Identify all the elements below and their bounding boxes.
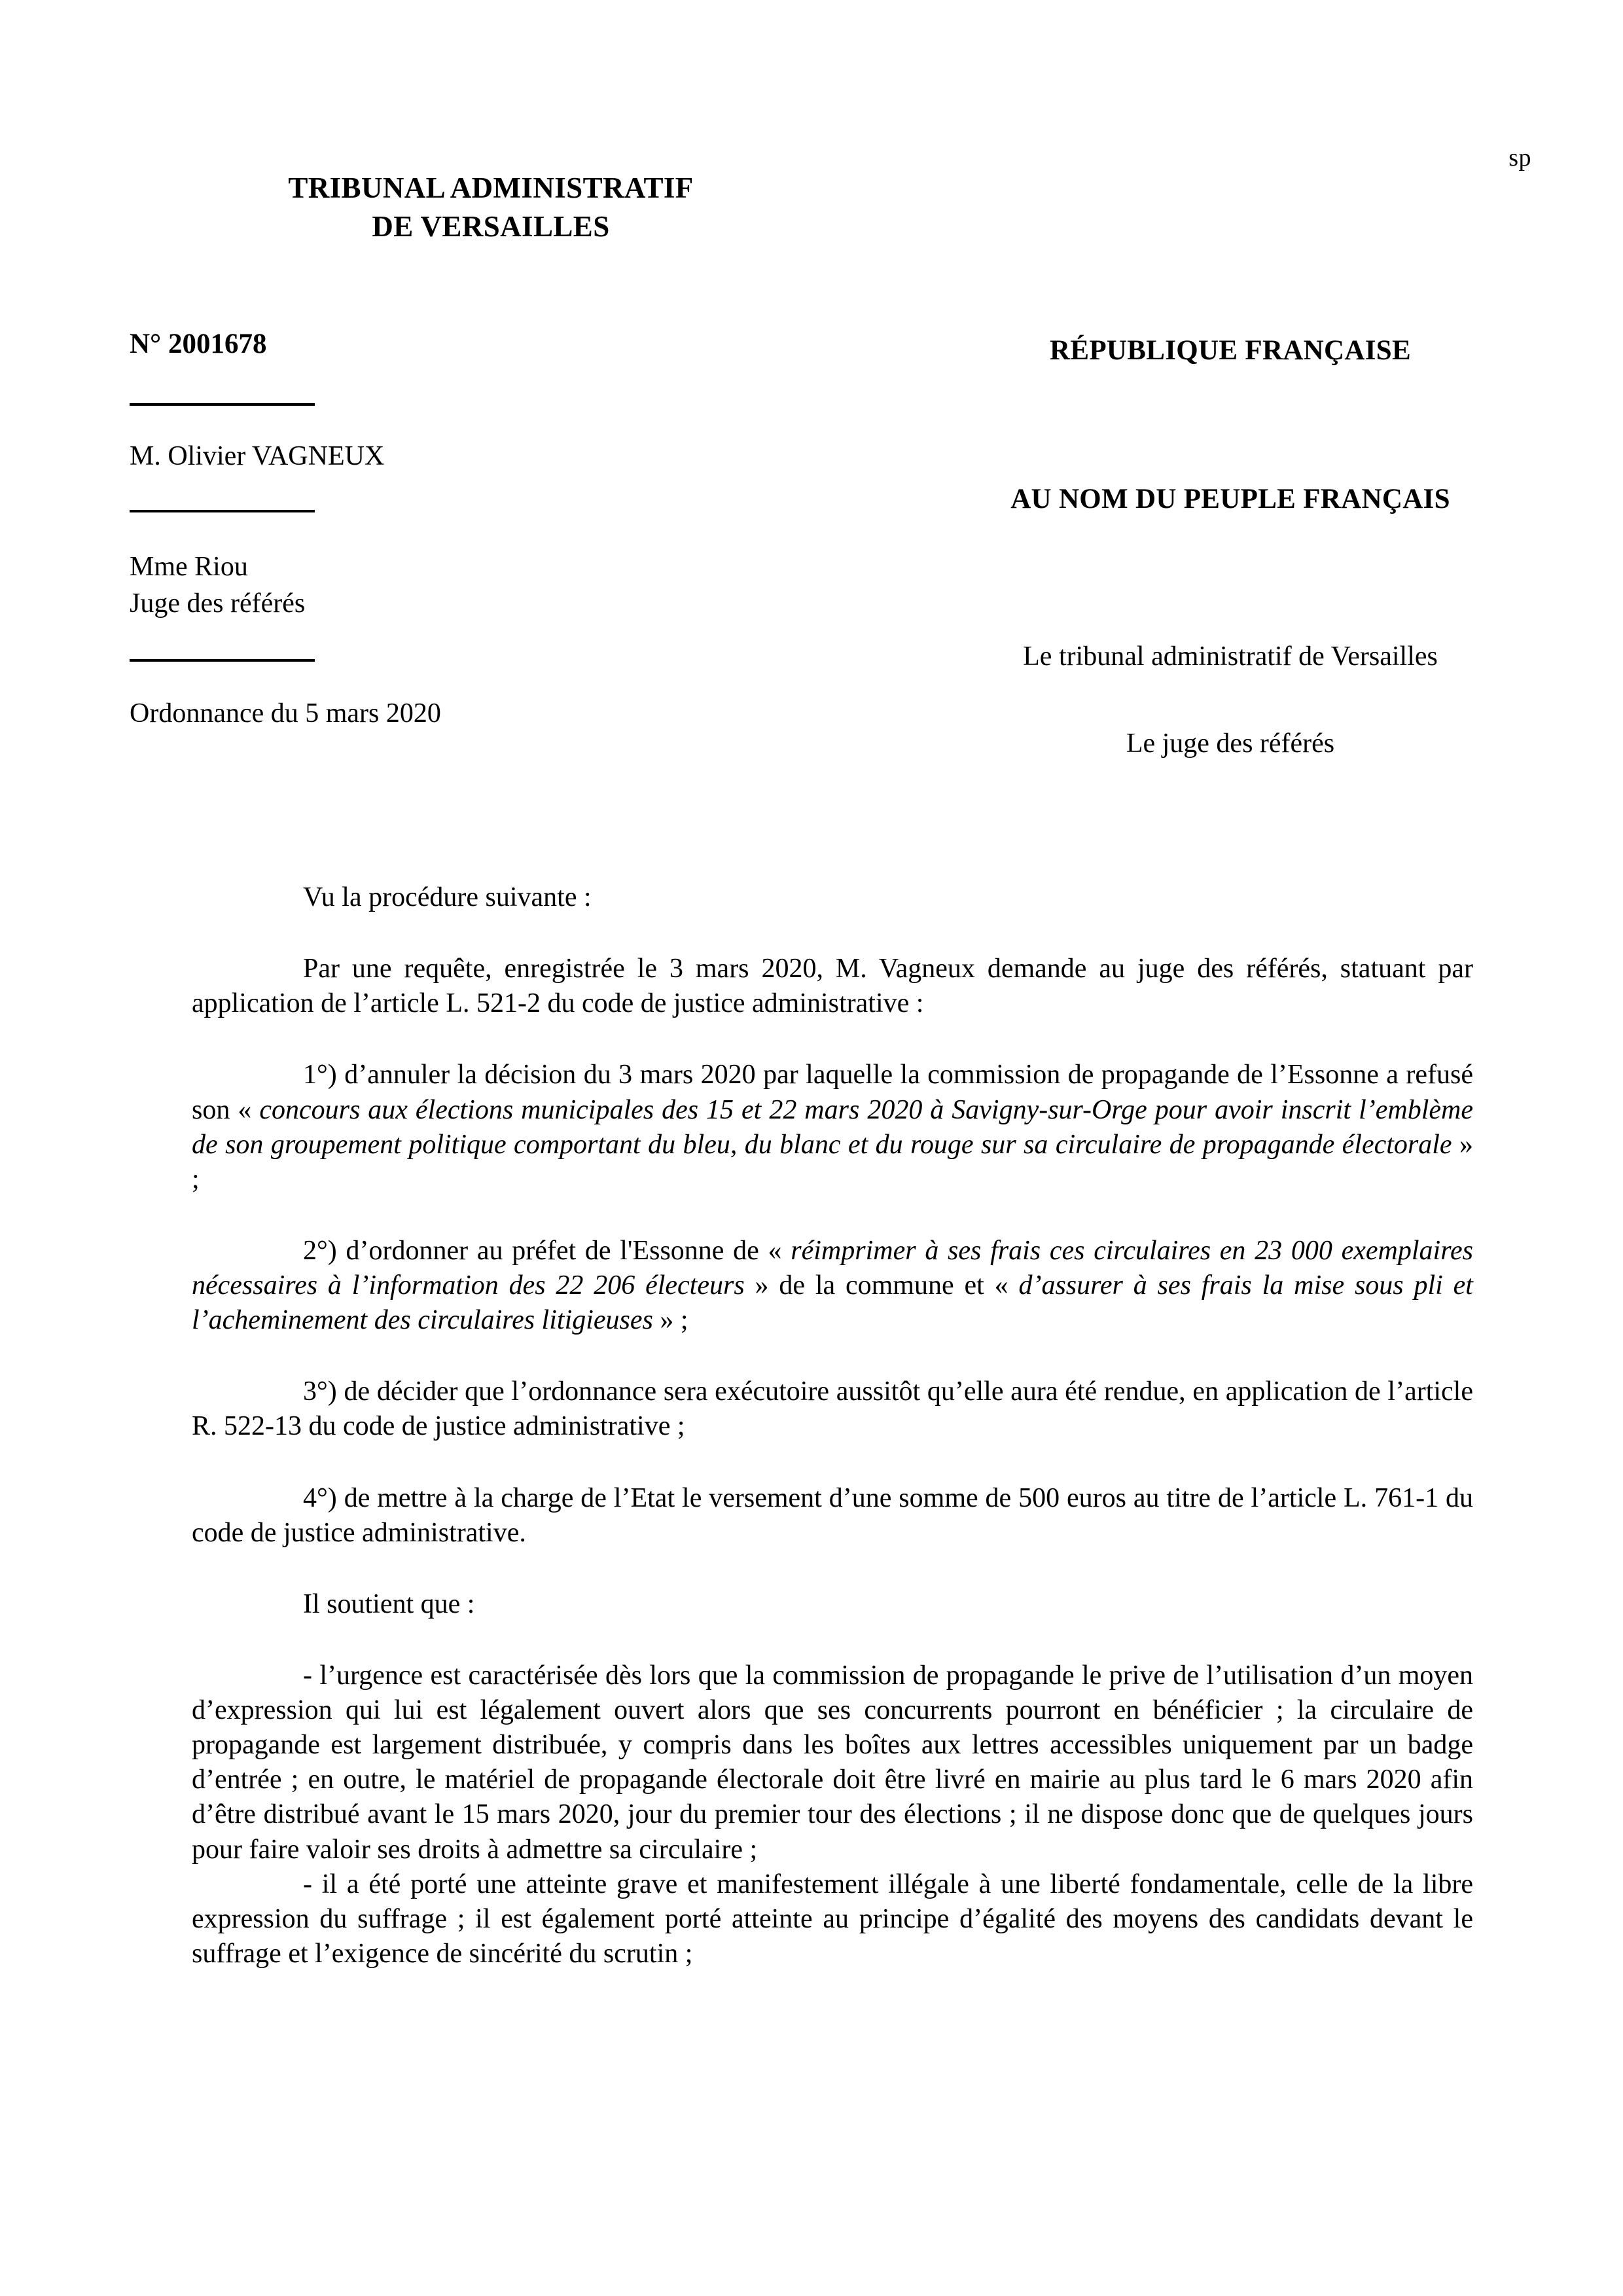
masthead-line-1: TRIBUNAL ADMINISTRATIF	[288, 171, 694, 204]
judge-title-line: Le juge des référés	[1126, 728, 1335, 759]
divider-rule-2	[130, 510, 315, 512]
case-number: N° 2001678	[130, 329, 267, 359]
people-heading: AU NOM DU PEUPLE FRANÇAIS	[1010, 483, 1450, 514]
intro-paragraph: Par une requête, enregistrée le 3 mars 2020, M. Vagneux demande au juge des référés, statuant par application de l’article L. 521-2 du code de justice administrative :	[192, 954, 1473, 1019]
identity-block	[0, 327, 1623, 759]
identity-left-column	[130, 327, 849, 730]
claim-item-3: 3°) de décider que l’ordonnance sera exécutoire aussitôt qu’elle aura été rendue, en application de l’article R. 522-13 du code de justice administrative ;	[192, 1376, 1473, 1442]
court-name-line: Le tribunal administratif de Versailles	[1023, 641, 1438, 672]
identity-right-column	[877, 327, 1584, 760]
claims-heading: Il soutient que :	[303, 1588, 475, 1619]
claim-2-plain-after: » ;	[652, 1305, 688, 1336]
procedure-heading: Vu la procédure suivante :	[303, 882, 592, 912]
divider-rule-3	[130, 659, 315, 662]
claim-2-quote-a: réimprimer à ses frais ces circulaires en 23 000 exemplaires nécessaires à l’information des 22 206 électeurs	[192, 1235, 1473, 1300]
claim-2-plain-middle: » de la commune et «	[744, 1270, 1019, 1300]
judge-block	[130, 549, 849, 622]
court-masthead	[196, 169, 785, 247]
order-date: Ordonnance du 5 mars 2020	[130, 698, 441, 728]
party-name: M. Olivier VAGNEUX	[130, 440, 385, 471]
claim-1-quote: concours aux élections municipales des 15 et 22 mars 2020 à Savigny-sur-Orge pour avoir inscrit l’emblème de son groupement politique comportant du bleu, du blanc et du rouge sur sa circulaire de propagande électorale	[192, 1094, 1473, 1160]
republic-heading: RÉPUBLIQUE FRANÇAISE	[1050, 335, 1411, 366]
body-text	[192, 880, 1473, 1971]
claim-2-quote-b: d’assurer à ses frais la mise sous pli et l’acheminement des circulaires litigieuses	[192, 1270, 1473, 1336]
divider-rule-1	[130, 403, 315, 406]
masthead-line-2: DE VERSAILLES	[372, 210, 610, 243]
claim-item-1	[192, 1058, 1473, 1197]
argument-item-2: - il a été porté une atteinte grave et manifestement illégale à une liberté fondamentale, celle de la libre expression du suffrage ; il est également porté atteinte au principe d’égalité des moyens des candidats devant le suffrage et l’exigence de sincérité du scrutin ;	[192, 1869, 1473, 1969]
claim-2-plain-before: 2°) d’ordonner au préfet de l'Essonne de «	[303, 1235, 791, 1266]
folio-mark: sp	[1508, 144, 1531, 171]
claim-1-plain-after: » ;	[192, 1129, 1473, 1194]
claim-item-2	[192, 1234, 1473, 1338]
judge-name: Mme Riou	[130, 551, 248, 582]
claim-1-plain-before: 1°) d’annuler la décision du 3 mars 2020 par laquelle la commission de propagande de l’Essonne a refusé son «	[192, 1060, 1473, 1125]
claim-item-4: 4°) de mettre à la charge de l’Etat le versement d’une somme de 500 euros au titre de l’article L. 761-1 du code de justice administrative.	[192, 1482, 1473, 1548]
argument-item-1: - l’urgence est caractérisée dès lors que la commission de propagande le prive de l’utilisation d’un moyen d’expression qui lui est légalement ouvert alors que ses concurrents pourront en bénéficier ; la circulaire de propagande est largement distribuée, y compris dans les boîtes aux lettres accessibles uniquement par un badge d’entrée ; en outre, le matériel de propagande électorale doit être livré en mairie au plus tard le 6 mars 2020 afin d’être distribué avant le 15 mars 2020, jour du premier tour des élections ; il ne dispose donc que de quelques jours pour faire valoir ses droits à admettre sa circulaire ;	[192, 1660, 1473, 1865]
party-block	[130, 440, 849, 473]
judge-role: Juge des référés	[130, 588, 306, 619]
